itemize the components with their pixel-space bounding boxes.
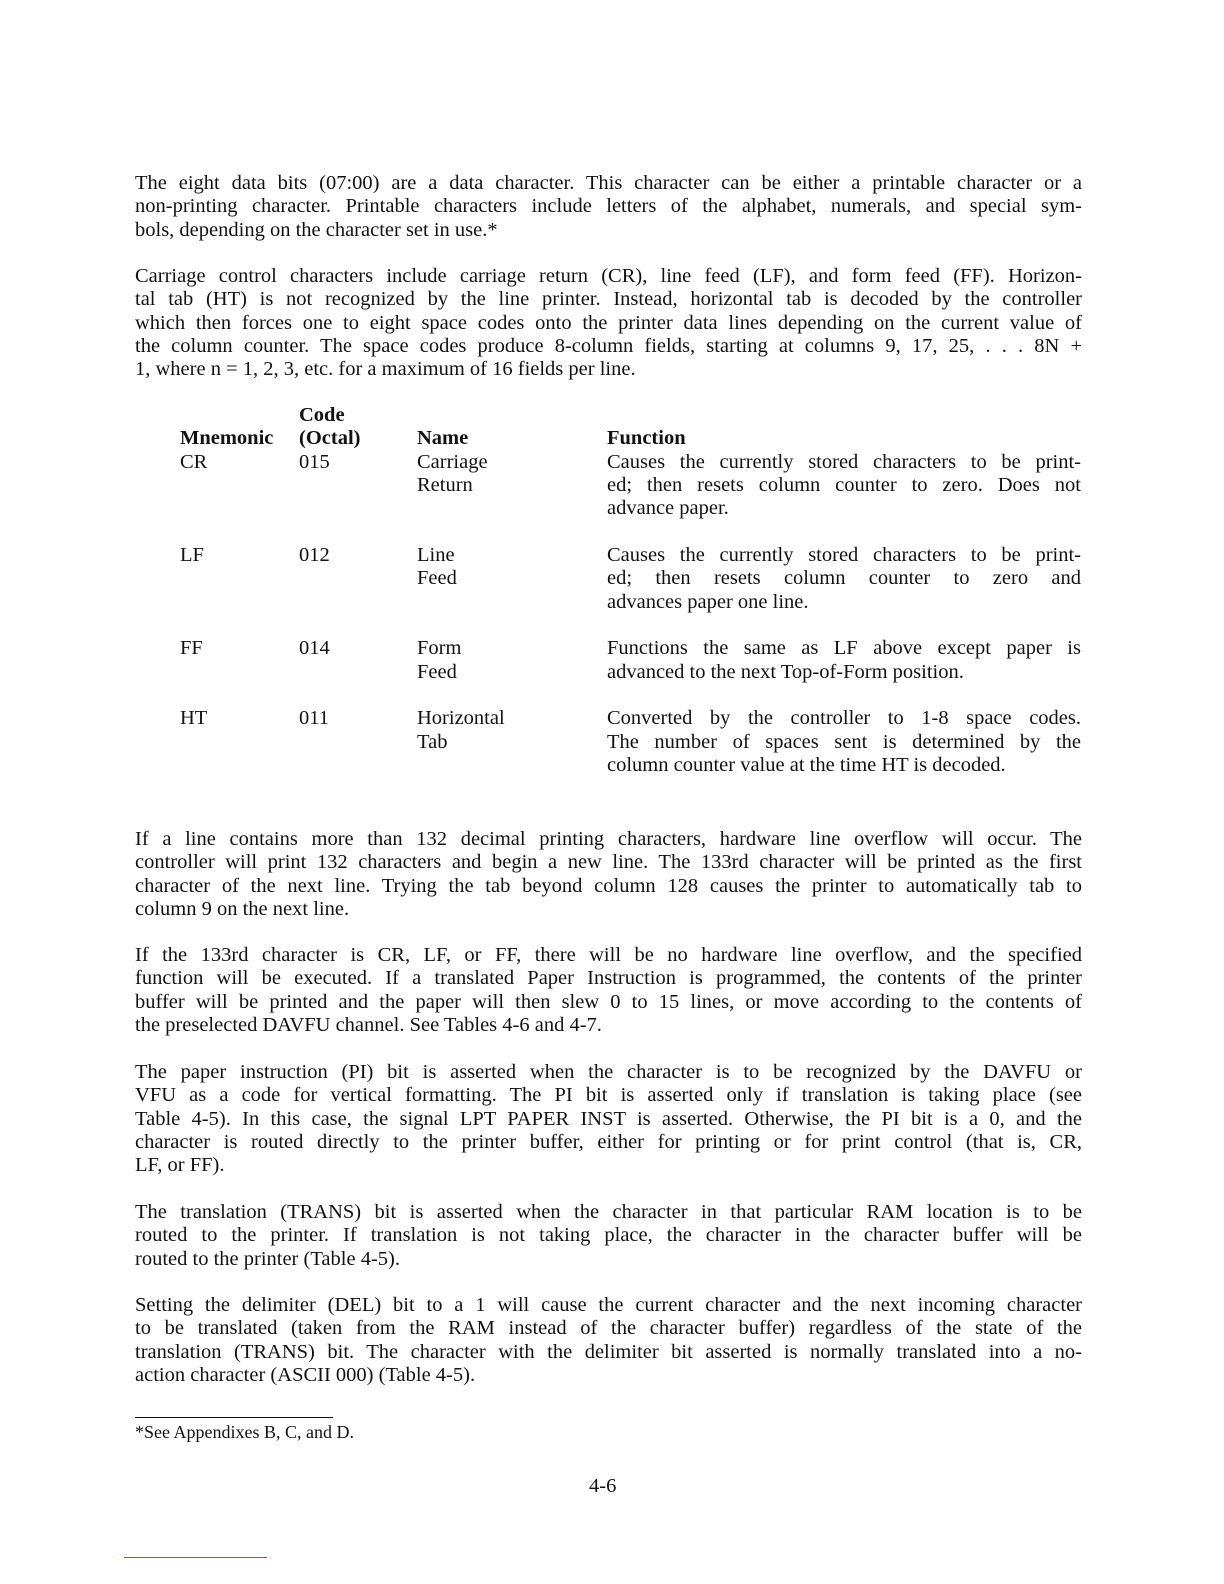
text-line: routed to the printer (Table 4-5). — [135, 1247, 400, 1270]
table-row — [180, 707, 1081, 800]
cell-mnemonic: HT — [180, 707, 208, 730]
text-line: bols, depending on the character set in use.* — [135, 218, 498, 241]
page-number: 4-6 — [589, 1475, 617, 1497]
table-row — [180, 637, 1081, 707]
paragraph-data-bits — [135, 172, 1082, 242]
paragraph-paper-instruction — [135, 1061, 1082, 1177]
cell-name: Horizontal Tab — [417, 707, 505, 753]
paragraph-delimiter-bit — [135, 1294, 1082, 1387]
header-name: Name — [417, 427, 469, 450]
cell-code: 014 — [299, 637, 330, 660]
text-line: which then forces one to eight space codes onto the printer data lines depending on the current value of — [135, 311, 1082, 334]
cell-function: Causes the currently stored characters to be print- ed; then resets column counter to zero. Does not advance paper. — [607, 450, 1081, 520]
header-function: Function — [607, 427, 686, 450]
text-line: Table 4-5). In this case, the signal LPT PAPER INST is asserted. Otherwise, the PI bit is a 0, and the — [135, 1107, 1082, 1130]
text-line: non-printing character. Printable characters include letters of the alphabet, numerals, and special sym- — [135, 195, 1082, 218]
text-line: the preselected DAVFU channel. See Tables 4-6 and 4-7. — [135, 1013, 602, 1036]
footnote: *See Appendixes B, C, and D. — [135, 1422, 354, 1442]
cell-code: 012 — [299, 543, 330, 566]
cell-name: Form Feed — [417, 637, 462, 683]
text-line: If the 133rd character is CR, LF, or FF, there will be no hardware line overflow, and the specified — [135, 944, 1082, 966]
text-line: tal tab (HT) is not recognized by the line printer. Instead, horizontal tab is decoded by the controller — [135, 288, 1082, 311]
footnote-divider — [135, 1417, 333, 1418]
cell-mnemonic: LF — [180, 543, 204, 566]
bottom-rule — [124, 1557, 267, 1558]
text-line: VFU as a code for vertical formatting. The PI bit is asserted only if translation is taking place (see — [135, 1084, 1082, 1107]
header-code: Code (Octal) — [299, 404, 361, 450]
text-line: Setting the delimiter (DEL) bit to a 1 will cause the current character and the next incoming character — [135, 1294, 1082, 1316]
text-line: routed to the printer. If translation is not taking place, the character in the character buffer will be — [135, 1224, 1082, 1247]
text-line: translation (TRANS) bit. The character with the delimiter bit asserted is normally translated into a no- — [135, 1340, 1082, 1363]
text-line: character is routed directly to the printer buffer, either for printing or for print control (that is, CR, — [135, 1130, 1082, 1153]
paragraph-translation-bit — [135, 1201, 1082, 1271]
cell-mnemonic: CR — [180, 450, 208, 473]
text-line: function will be executed. If a translated Paper Instruction is programmed, the contents of the printer — [135, 967, 1082, 990]
paragraph-carriage-control — [135, 265, 1082, 381]
cell-function: Converted by the controller to 1-8 space codes. The number of spaces sent is determined by the column counter value at the time HT is decoded. — [607, 707, 1081, 777]
text-line: LF, or FF). — [135, 1154, 225, 1177]
text-line: If a line contains more than 132 decimal printing characters, hardware line overflow will occur. The — [135, 828, 1082, 850]
cell-function: Causes the currently stored characters to be print- ed; then resets column counter to zero and advances paper one line. — [607, 543, 1081, 613]
text-line: the column counter. The space codes produce 8-column fields, starting at columns 9, 17, 25, . . . 8N + — [135, 334, 1082, 357]
cell-name: Line Feed — [417, 543, 457, 590]
text-line: Carriage control characters include carriage return (CR), line feed (LF), and form feed (FF). Horizon- — [135, 265, 1082, 287]
text-line: action character (ASCII 000) (Table 4-5). — [135, 1363, 476, 1386]
control-codes-table — [180, 404, 1081, 801]
text-line: The paper instruction (PI) bit is asserted when the character is to be recognized by the DAVFU or — [135, 1061, 1082, 1083]
cell-function: Functions the same as LF above except paper is advanced to the next Top-of-Form position. — [607, 637, 1081, 683]
text-line: column 9 on the next line. — [135, 897, 350, 920]
cell-mnemonic: FF — [180, 637, 203, 660]
table-header-row — [180, 404, 1081, 451]
text-line: controller will print 132 characters and begin a new line. The 133rd character will be printed as the first — [135, 851, 1082, 874]
text-line: The eight data bits (07:00) are a data character. This character can be either a printable character or a — [135, 172, 1082, 194]
cell-code: 015 — [299, 450, 330, 473]
text-line: to be translated (taken from the RAM instead of the character buffer) regardless of the state of the — [135, 1317, 1082, 1340]
text-line: buffer will be printed and the paper will then slew 0 to 15 lines, or move according to the contents of — [135, 990, 1082, 1013]
cell-name: Carriage Return — [417, 450, 488, 496]
header-mnemonic: Mnemonic — [180, 427, 274, 450]
text-line: 1, where n = 1, 2, 3, etc. for a maximum of 16 fields per line. — [135, 358, 636, 381]
text-line: The translation (TRANS) bit is asserted when the character in that particular RAM location is to be — [135, 1201, 1082, 1223]
table-row — [180, 451, 1081, 544]
cell-code: 011 — [299, 707, 329, 730]
paragraph-133rd-character — [135, 944, 1082, 1037]
text-line: character of the next line. Trying the tab beyond column 128 causes the printer to automatically tab to — [135, 874, 1082, 897]
table-row — [180, 544, 1081, 637]
paragraph-line-overflow — [135, 828, 1082, 921]
